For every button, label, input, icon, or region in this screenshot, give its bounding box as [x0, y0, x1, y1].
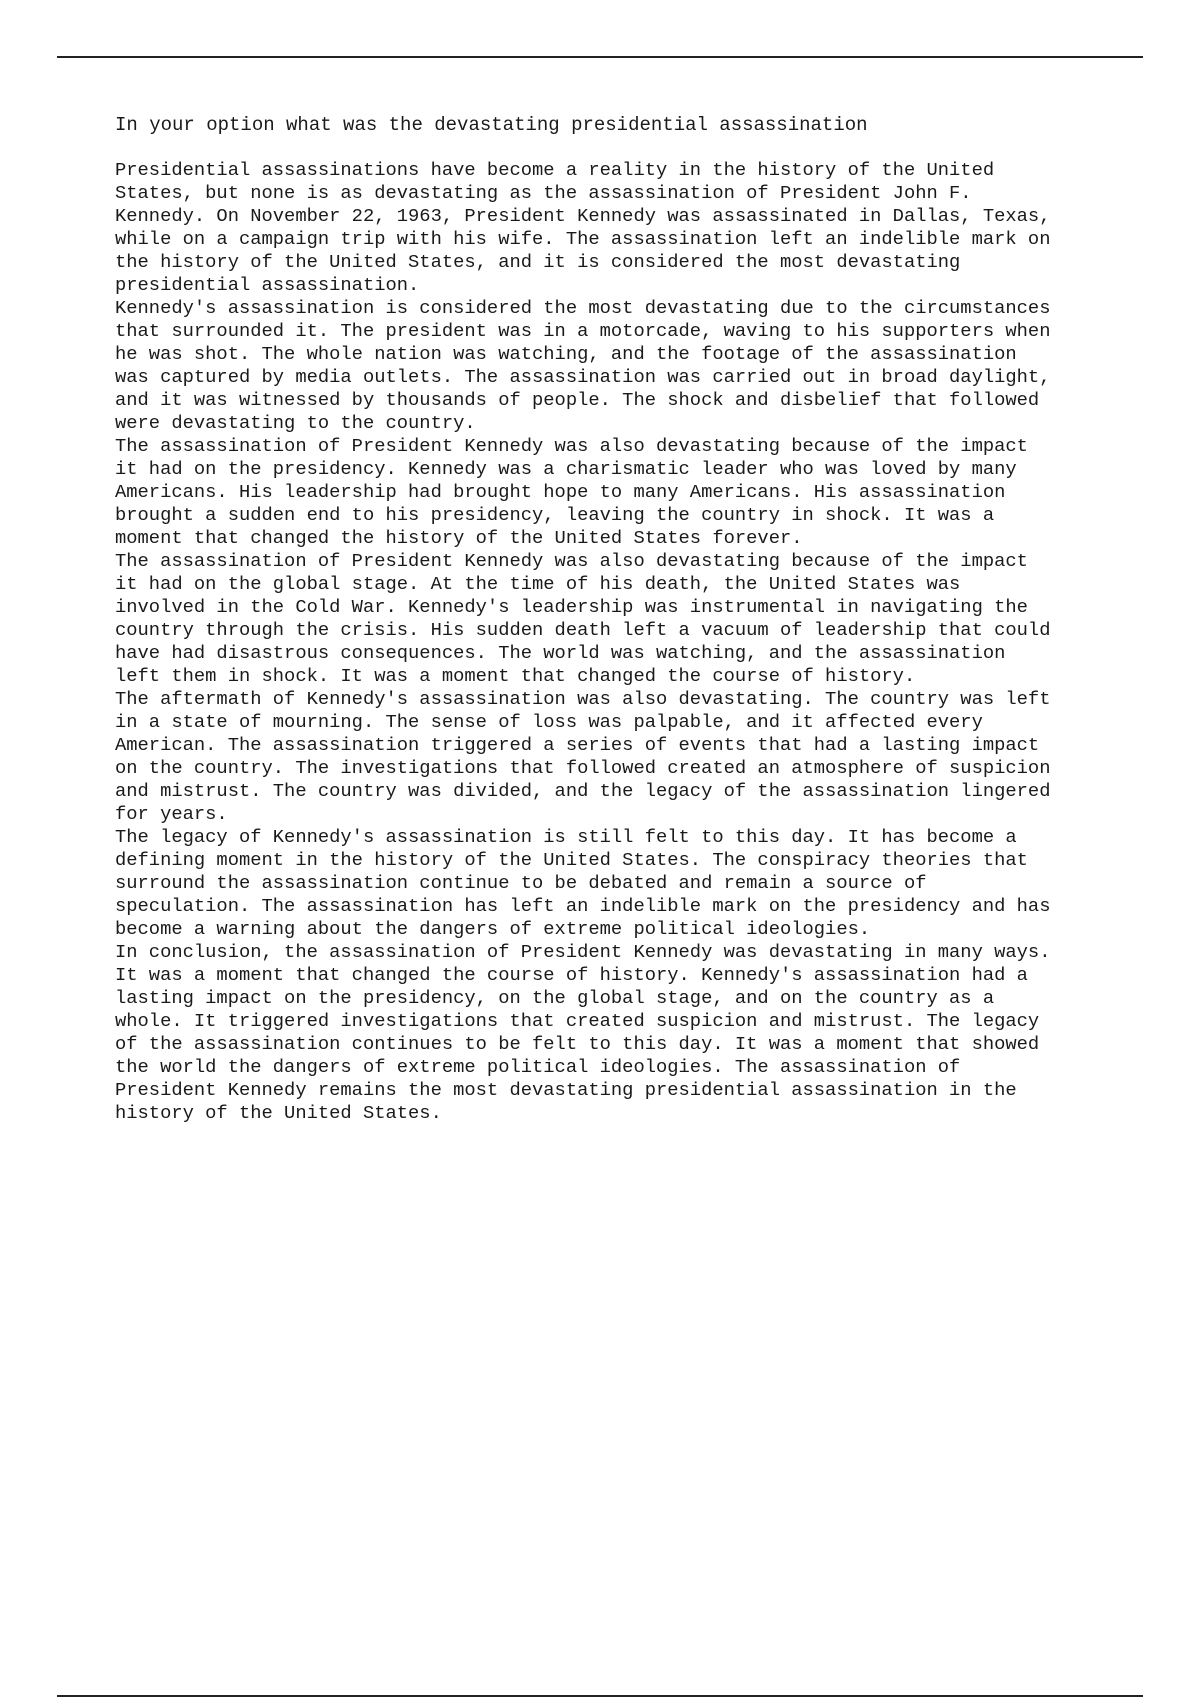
text-line: defining moment in the history of the United States. The conspiracy theories that	[115, 849, 1028, 871]
bottom-divider	[57, 1695, 1143, 1697]
text-line: presidential assassination.	[115, 274, 420, 296]
text-line: and it was witnessed by thousands of people. The shock and disbelief that followed	[115, 389, 1040, 411]
text-line: on the country. The investigations that followed created an atmosphere of suspicion	[115, 757, 1051, 779]
top-divider	[57, 56, 1143, 58]
text-line: of the assassination continues to be felt to this day. It was a moment that showed	[115, 1033, 1040, 1055]
text-line: was captured by media outlets. The assassination was carried out in broad daylight,	[115, 366, 1051, 388]
text-line: involved in the Cold War. Kennedy's leadership was instrumental in navigating the	[115, 596, 1028, 618]
paragraph	[115, 826, 1125, 941]
text-line: country through the crisis. His sudden death left a vacuum of leadership that could	[115, 619, 1051, 641]
text-line: history of the United States.	[115, 1102, 442, 1124]
text-line: The assassination of President Kennedy was also devastating because of the impact	[115, 435, 1028, 457]
text-line: The aftermath of Kennedy's assassination was also devastating. The country was left	[115, 688, 1051, 710]
document-body	[115, 114, 1125, 1125]
text-line: It was a moment that changed the course of history. Kennedy's assassination had a	[115, 964, 1028, 986]
paragraph	[115, 159, 1125, 297]
text-line: Presidential assassinations have become a reality in the history of the United	[115, 159, 995, 181]
text-line: In conclusion, the assassination of President Kennedy was devastating in many ways.	[115, 941, 1051, 963]
text-line: lasting impact on the presidency, on the global stage, and on the country as a	[115, 987, 995, 1009]
text-line: The legacy of Kennedy's assassination is still felt to this day. It has become a	[115, 826, 1017, 848]
text-line: surround the assassination continue to be debated and remain a source of	[115, 872, 927, 894]
paragraph	[115, 941, 1125, 1125]
text-line: the world the dangers of extreme political ideologies. The assassination of	[115, 1056, 961, 1078]
text-line: States, but none is as devastating as the assassination of President John F.	[115, 182, 972, 204]
text-line: that surrounded it. The president was in a motorcade, waving to his supporters when	[115, 320, 1051, 342]
text-line: left them in shock. It was a moment that changed the course of history.	[115, 665, 916, 687]
paragraph	[115, 297, 1125, 435]
text-line: President Kennedy remains the most devastating presidential assassination in the	[115, 1079, 1017, 1101]
text-line: Kennedy. On November 22, 1963, President Kennedy was assassinated in Dallas, Texas,	[115, 205, 1051, 227]
text-line: and mistrust. The country was divided, and the legacy of the assassination lingered	[115, 780, 1051, 802]
text-line: it had on the presidency. Kennedy was a charismatic leader who was loved by many	[115, 458, 1017, 480]
text-line: in a state of mourning. The sense of loss was palpable, and it affected every	[115, 711, 983, 733]
paragraph	[115, 688, 1125, 826]
paragraph	[115, 550, 1125, 688]
text-line: Kennedy's assassination is considered the most devastating due to the circumstances	[115, 297, 1051, 319]
text-line: while on a campaign trip with his wife. The assassination left an indelible mark on	[115, 228, 1051, 250]
text-line: Americans. His leadership had brought hope to many Americans. His assassination	[115, 481, 1006, 503]
answer-text	[115, 159, 1125, 1125]
text-line: the history of the United States, and it is considered the most devastating	[115, 251, 961, 273]
text-line: speculation. The assassination has left an indelible mark on the presidency and has	[115, 895, 1051, 917]
text-line: whole. It triggered investigations that created suspicion and mistrust. The legacy	[115, 1010, 1040, 1032]
text-line: The assassination of President Kennedy was also devastating because of the impact	[115, 550, 1028, 572]
text-line: have had disastrous consequences. The world was watching, and the assassination	[115, 642, 1006, 664]
text-line: were devastating to the country.	[115, 412, 476, 434]
text-line: for years.	[115, 803, 228, 825]
text-line: American. The assassination triggered a series of events that had a lasting impact	[115, 734, 1040, 756]
text-line: become a warning about the dangers of extreme political ideologies.	[115, 918, 871, 940]
text-line: it had on the global stage. At the time of his death, the United States was	[115, 573, 961, 595]
question-heading: In your option what was the devastating presidential assassination	[115, 114, 868, 136]
text-line: brought a sudden end to his presidency, leaving the country in shock. It was a	[115, 504, 995, 526]
paragraph	[115, 435, 1125, 550]
text-line: moment that changed the history of the United States forever.	[115, 527, 803, 549]
text-line: he was shot. The whole nation was watching, and the footage of the assassination	[115, 343, 1017, 365]
